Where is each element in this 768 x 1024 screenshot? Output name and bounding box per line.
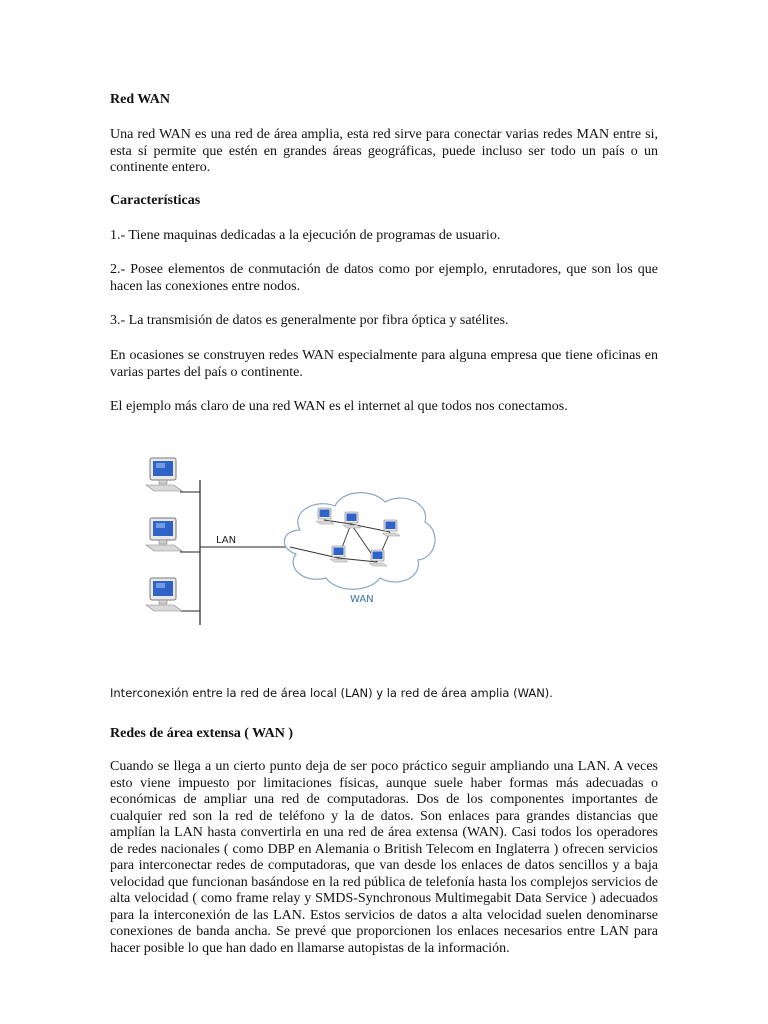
characteristics-heading: Características [110, 193, 201, 208]
section2-body: Cuando se llega a un cierto punto deja de ser poco práctico seguir ampliando una LAN. A veces esto viene impuesto por limitaciones físicas, aunque suele haber formas más adecuadas o económicas de ampliar una red de computadoras. Dos de los componentes importantes de cualquier red son la red de teléfono y la de datos. Son enlaces para grandes distancias que amplían la LAN hasta convertirla en una red de área extensa (WAN). Casi todos los operadores de redes nacionales ( como DBP en Alemania o British Telecom en Inglaterra ) ofrecen servicios para interconectar redes de computadoras, que van desde los enlaces de datos sencillos y a baja velocidad que funcionan basándose en la red pública de telefonía hasta los complejos servicios de alta velocidad ( como frame relay y SMDS-Synchronous Multimegabit Data Service ) adecuados para la interconexión de las LAN. Estos servicios de datos a alta velocidad suelen denominarse conexiones de banda ancha. Se prevé que proporcionen los enlaces necesarios entre LAN para hacer posible lo que han dado en llamarse autopistas de la información. [110, 759, 658, 956]
characteristic-item-2: 2.- Posee elementos de conmutación de datos como por ejemplo, enrutadores, que son los que hacen las conexiones entre nodos. [110, 262, 658, 294]
wan-cloud [284, 493, 435, 590]
lan-label: LAN [216, 535, 237, 546]
characteristic-item-1: 1.- Tiene maquinas dedicadas a la ejecución de programas de usuario. [110, 228, 501, 243]
lan-computer-1 [146, 458, 182, 491]
lan-computer-2 [146, 518, 182, 551]
figure-caption: Interconexión entre la red de área local (LAN) y la red de área amplia (WAN). [110, 686, 553, 700]
characteristic-item-3: 3.- La transmisión de datos es generalmente por fibra óptica y satélites. [110, 313, 509, 328]
page-title: Red WAN [110, 92, 171, 107]
lan-wan-diagram [140, 450, 440, 635]
section2-heading: Redes de área extensa ( WAN ) [110, 726, 294, 741]
occasions-paragraph: En ocasiones se construyen redes WAN especialmente para alguna empresa que tiene oficinas en varias partes del país o continente. [110, 348, 658, 380]
intro-paragraph: Una red WAN es una red de área amplia, esta red sirve para conectar varias redes MAN entre si, esta sí permite que estén en grandes áreas geográficas, puede incluso ser todo un país o un continente entero. [110, 127, 658, 175]
wan-label: WAN [350, 594, 374, 605]
lan-computer-3 [146, 578, 182, 611]
example-paragraph: El ejemplo más claro de una red WAN es el internet al que todos nos conectamos. [110, 399, 568, 414]
